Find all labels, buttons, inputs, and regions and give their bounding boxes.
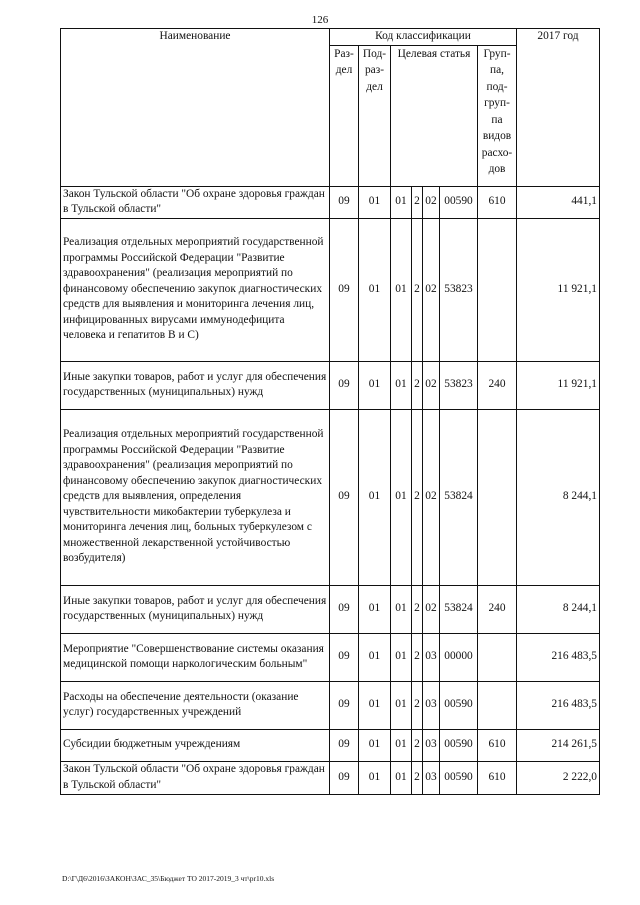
row-subsection: 01: [359, 633, 391, 681]
row-name: Реализация отдельных мероприятий государственной программы Российской Федерации "Развитие здравоохранения" (реализация мероприятий по финансовому обеспечению закупок диагностических средств для выявления, определения чувствительности микобактерии туберкулеза и мониторинга лечения лиц, больных туберкулезом с множественной лекарственной устойчивостью возбудителя): [61, 409, 330, 585]
row-target-subprogram: 2: [412, 186, 423, 218]
row-expense-type: 240: [478, 585, 517, 633]
row-amount: 216 483,5: [517, 681, 600, 729]
row-target-program: 01: [391, 633, 412, 681]
row-subsection: 01: [359, 409, 391, 585]
row-name: Реализация отдельных мероприятий государственной программы Российской Федерации "Развитие здравоохранения" (реализация мероприятий по финансовому обеспечению закупок диагностических средств для выявления и мониторинга лечения лиц, инфицированных вирусами иммунодефицита человека и гепатитов В и С): [61, 218, 330, 361]
header-section: Раз- дел: [330, 45, 359, 186]
row-section: 09: [330, 409, 359, 585]
table-body: [61, 186, 600, 794]
row-target-program: 01: [391, 361, 412, 409]
row-expense-type: [478, 633, 517, 681]
table-row: [61, 761, 600, 794]
row-subsection: 01: [359, 218, 391, 361]
budget-table: [60, 28, 600, 795]
header-code-group: Код классификации: [330, 29, 517, 46]
row-target-direction: 53824: [440, 585, 478, 633]
row-target-direction: 53823: [440, 218, 478, 361]
row-section: 09: [330, 681, 359, 729]
table-row: [61, 585, 600, 633]
row-expense-type: 240: [478, 361, 517, 409]
row-target-program: 01: [391, 186, 412, 218]
row-target-event: 02: [423, 585, 440, 633]
row-target-event: 03: [423, 681, 440, 729]
table-row: [61, 409, 600, 585]
row-target-event: 02: [423, 218, 440, 361]
row-target-event: 02: [423, 186, 440, 218]
table-row: [61, 633, 600, 681]
page-number: 126: [311, 14, 329, 26]
row-section: 09: [330, 218, 359, 361]
row-name: Закон Тульской области "Об охране здоровья граждан в Тульской области": [61, 761, 330, 794]
row-section: 09: [330, 361, 359, 409]
header-target-article: Целевая статья: [391, 45, 478, 186]
row-name: Иные закупки товаров, работ и услуг для обеспечения государственных (муниципальных) нужд: [61, 585, 330, 633]
row-target-subprogram: 2: [412, 681, 423, 729]
table-row: [61, 729, 600, 761]
row-subsection: 01: [359, 361, 391, 409]
row-section: 09: [330, 729, 359, 761]
row-target-program: 01: [391, 409, 412, 585]
row-target-event: 03: [423, 761, 440, 794]
row-target-direction: 00590: [440, 186, 478, 218]
row-target-direction: 00590: [440, 761, 478, 794]
row-expense-type: [478, 409, 517, 585]
row-expense-type: 610: [478, 186, 517, 218]
row-amount: 214 261,5: [517, 729, 600, 761]
row-subsection: 01: [359, 585, 391, 633]
row-expense-type: [478, 681, 517, 729]
row-section: 09: [330, 585, 359, 633]
row-target-direction: 00590: [440, 681, 478, 729]
row-target-event: 03: [423, 729, 440, 761]
row-name: Субсидии бюджетным учреждениям: [61, 729, 330, 761]
row-target-program: 01: [391, 761, 412, 794]
row-section: 09: [330, 186, 359, 218]
table-row: [61, 218, 600, 361]
row-section: 09: [330, 633, 359, 681]
row-subsection: 01: [359, 186, 391, 218]
row-subsection: 01: [359, 681, 391, 729]
row-amount: 2 222,0: [517, 761, 600, 794]
row-target-subprogram: 2: [412, 409, 423, 585]
row-target-program: 01: [391, 681, 412, 729]
table-row: [61, 186, 600, 218]
row-amount: 8 244,1: [517, 409, 600, 585]
row-amount: 441,1: [517, 186, 600, 218]
row-target-event: 02: [423, 409, 440, 585]
row-target-subprogram: 2: [412, 729, 423, 761]
footer-file-path: D:\Г\Д6\2016\ЗАКОН\ЗАС_35\Бюджет ТО 2017-2019_3 чт\pr10.xls: [62, 874, 275, 883]
header-name: Наименование: [61, 29, 330, 187]
row-expense-type: 610: [478, 761, 517, 794]
row-target-direction: 00590: [440, 729, 478, 761]
header-year: 2017 год: [517, 29, 600, 187]
row-target-subprogram: 2: [412, 761, 423, 794]
row-target-program: 01: [391, 218, 412, 361]
row-target-subprogram: 2: [412, 361, 423, 409]
row-name: Мероприятие "Совершенствование системы оказания медицинской помощи наркологическим больным": [61, 633, 330, 681]
header-expense-group: Груп- па, под- груп- па видов расхо- дов: [478, 45, 517, 186]
row-amount: 11 921,1: [517, 361, 600, 409]
row-expense-type: [478, 218, 517, 361]
row-target-direction: 53823: [440, 361, 478, 409]
row-subsection: 01: [359, 761, 391, 794]
row-amount: 216 483,5: [517, 633, 600, 681]
row-subsection: 01: [359, 729, 391, 761]
table-row: [61, 361, 600, 409]
header-row-main: [61, 29, 600, 46]
row-target-event: 02: [423, 361, 440, 409]
row-amount: 8 244,1: [517, 585, 600, 633]
table-row: [61, 681, 600, 729]
row-target-subprogram: 2: [412, 218, 423, 361]
row-amount: 11 921,1: [517, 218, 600, 361]
row-target-program: 01: [391, 585, 412, 633]
header-subsection: Под- раз- дел: [359, 45, 391, 186]
row-target-subprogram: 2: [412, 633, 423, 681]
row-target-direction: 53824: [440, 409, 478, 585]
row-target-subprogram: 2: [412, 585, 423, 633]
row-name: Расходы на обеспечение деятельности (оказание услуг) государственных учреждений: [61, 681, 330, 729]
row-target-direction: 00000: [440, 633, 478, 681]
row-target-program: 01: [391, 729, 412, 761]
row-section: 09: [330, 761, 359, 794]
row-name: Иные закупки товаров, работ и услуг для обеспечения государственных (муниципальных) нужд: [61, 361, 330, 409]
row-expense-type: 610: [478, 729, 517, 761]
row-name: Закон Тульской области "Об охране здоровья граждан в Тульской области": [61, 186, 330, 218]
row-target-event: 03: [423, 633, 440, 681]
